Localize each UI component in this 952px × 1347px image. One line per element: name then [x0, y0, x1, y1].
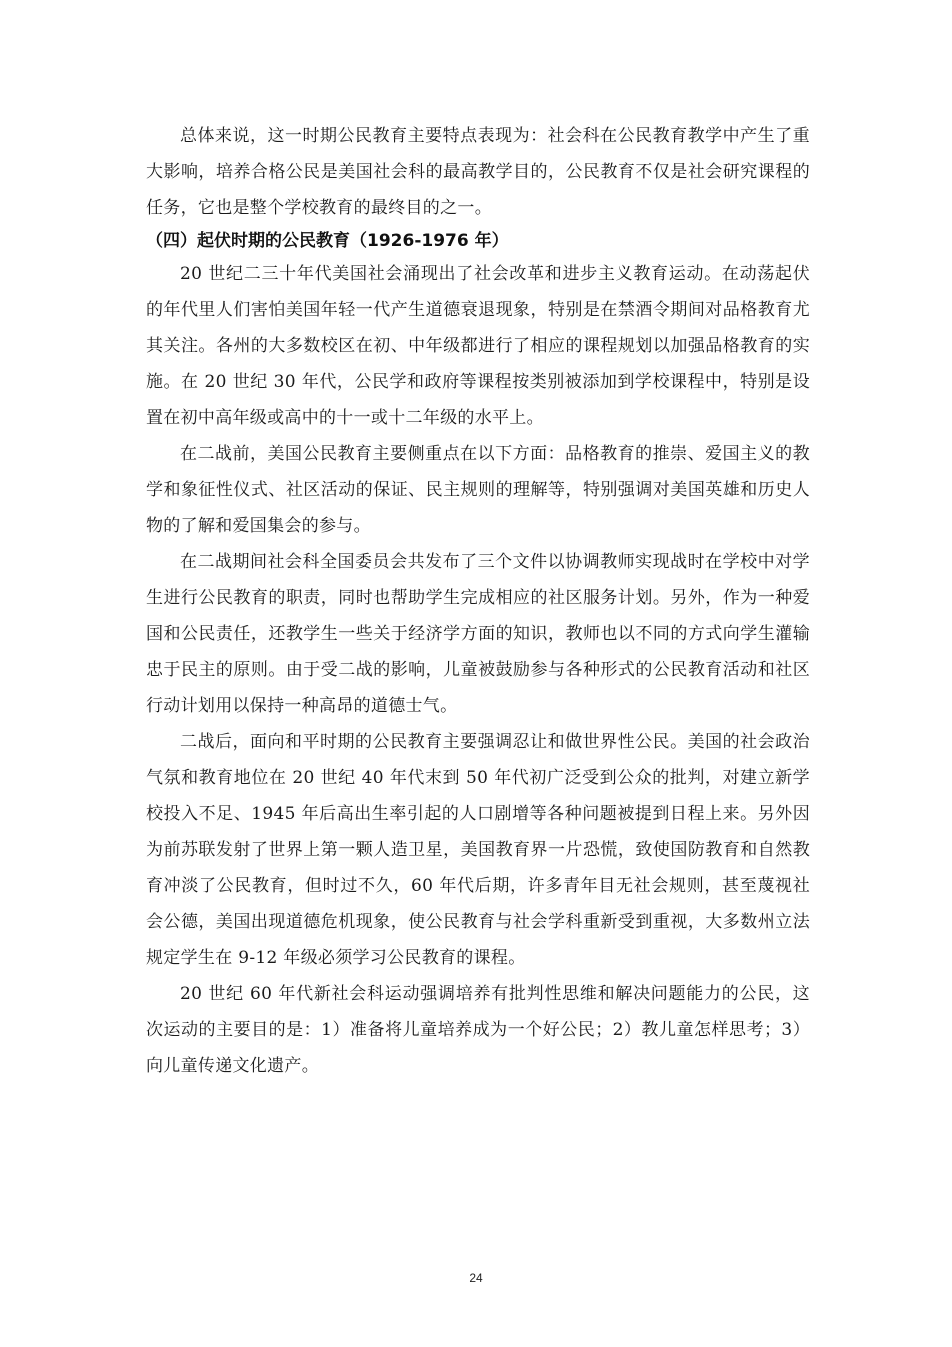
page-number: 24 — [469, 1271, 483, 1285]
paragraph-post-wwii: 二战后，面向和平时期的公民教育主要强调忍让和做世界性公民。美国的社会政治气氛和教育地位在 20 世纪 40 年代末到 50 年代初广泛受到公众的批判，对建立新学校投入不足、1945 年后高出生率引起的人口剧增等各种问题被提到日程上来。另外因为前苏联发射了世界上第一颗人造卫星，美国教育界一片恐慌，致使国防教育和自然教育冲淡了公民教育，但时过不久，60 年代后期，许多青年目无社会规则，甚至蔑视社会公德，美国出现道德危机现象，使公民教育与社会学科重新受到重视，大多数州立法规定学生在 9-12 年级必须学习公民教育的课程。 — [146, 732, 810, 968]
section-heading: （四）起伏时期的公民教育（1926-1976 年） — [146, 231, 509, 251]
paragraph-pre-wwii: 在二战前，美国公民教育主要侧重点在以下方面：品格教育的推崇、爱国主义的教学和象征性仪式、社区活动的保证、民主规则的理解等，特别强调对美国英雄和历史人物的了解和爱国集会的参与。 — [146, 444, 810, 536]
paragraph-during-wwii: 在二战期间社会科全国委员会共发布了三个文件以协调教师实现战时在学校中对学生进行公民教育的职责，同时也帮助学生完成相应的社区服务计划。另外，作为一种爱国和公民责任，还教学生一些关于经济学方面的知识，教师也以不同的方式向学生灌输忠于民主的原则。由于受二战的影响，儿童被鼓励参与各种形式的公民教育活动和社区行动计划用以保持一种高昂的道德士气。 — [146, 552, 810, 716]
paragraph-summary: 总体来说，这一时期公民教育主要特点表现为：社会科在公民教育教学中产生了重大影响，培养合格公民是美国社会科的最高教学目的，公民教育不仅是社会研究课程的任务，它也是整个学校教育的最终目的之一。 — [146, 126, 810, 218]
page-body — [146, 118, 810, 1084]
paragraph-1920s-1930s: 20 世纪二三十年代美国社会涌现出了社会改革和进步主义教育运动。在动荡起伏的年代里人们害怕美国年轻一代产生道德衰退现象，特别是在禁酒令期间对品格教育尤其关注。各州的大多数校区在初、中年级都进行了相应的课程规划以加强品格教育的实施。在 20 世纪 30 年代，公民学和政府等课程按类别被添加到学校课程中，特别是设置在初中高年级或高中的十一或十二年级的水平上。 — [146, 264, 810, 428]
paragraph-1960s: 20 世纪 60 年代新社会科运动强调培养有批判性思维和解决问题能力的公民，这次运动的主要目的是：1）准备将儿童培养成为一个好公民；2）教儿童怎样思考；3）向儿童传递文化遗产。 — [146, 984, 810, 1076]
